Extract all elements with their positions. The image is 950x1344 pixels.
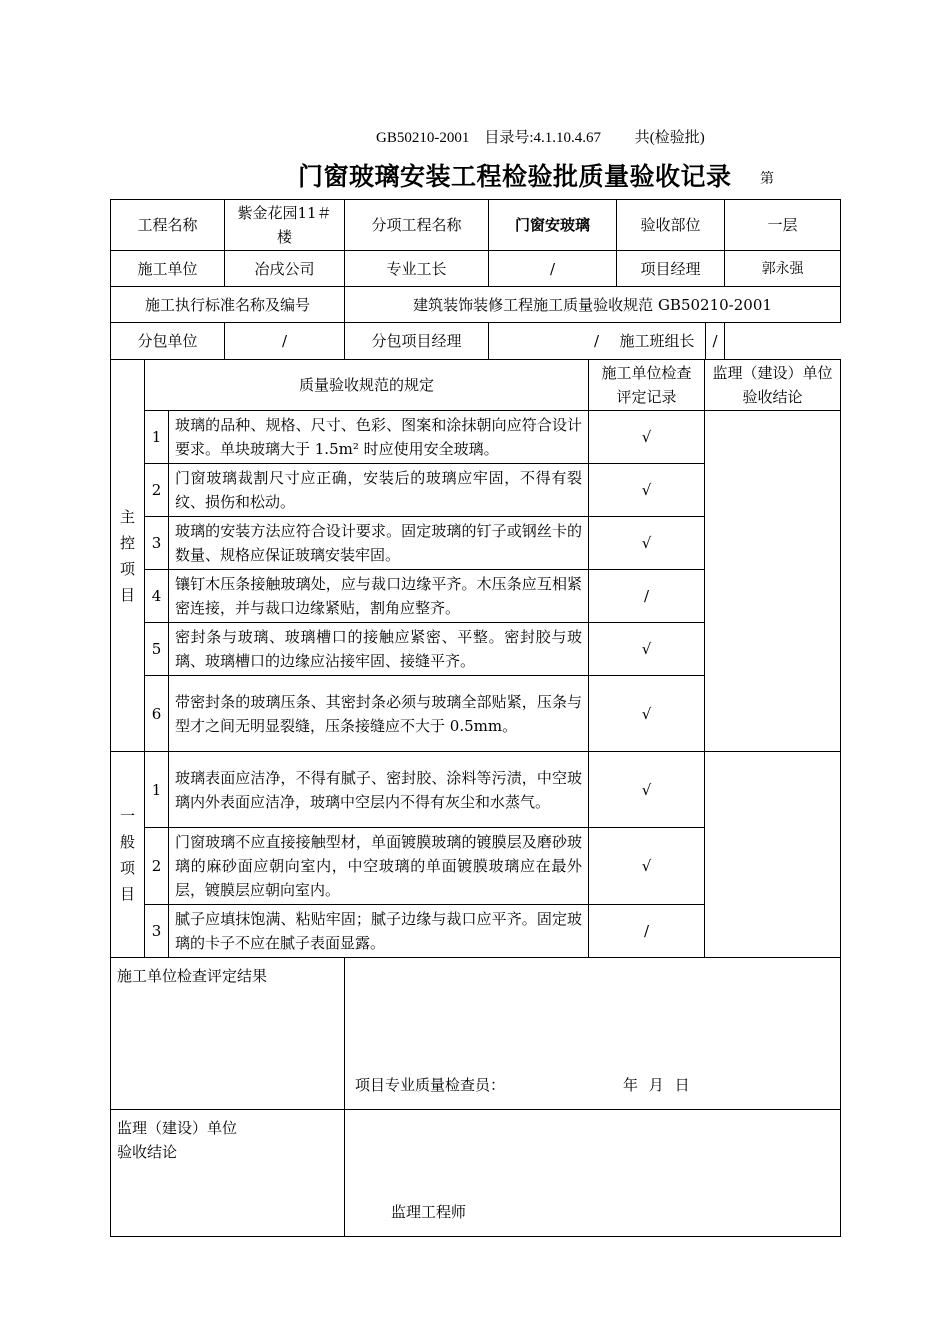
contractor-value: 冶戌公司	[225, 251, 345, 287]
supervision-result-area	[345, 1110, 841, 1237]
date-label: 年 月 日	[623, 1076, 690, 1094]
pm-value: 郭永强	[725, 251, 841, 287]
contractor-result-label: 施工单位检查评定结果	[111, 958, 345, 1110]
check-result: √	[589, 464, 705, 517]
check-result: √	[589, 676, 705, 752]
requirement-text: 玻璃的品种、规格、尺寸、色彩、图案和涂抹朝向应符合设计要求。单块玻璃大于 1.5m² 时应使用安全玻璃。	[169, 411, 589, 464]
sub-project-value: 门窗安玻璃	[489, 200, 617, 251]
item-number: 5	[145, 623, 169, 676]
main-control-supervision-conclusion	[705, 411, 841, 752]
requirement-text: 密封条与玻璃、玻璃槽口的接触应紧密、平整。密封胶与玻璃、玻璃槽口的边缘应沾接牢固、接缝平齐。	[169, 623, 589, 676]
team-leader-value: /	[712, 332, 718, 350]
foreman-label: 专业工长	[345, 251, 489, 287]
requirement-text: 镶钉木压条接触玻璃处，应与裁口边缘平齐。木压条应互相紧密连接，并与裁口边缘紧贴，割角应整齐。	[169, 570, 589, 623]
pm-label: 项目经理	[617, 251, 725, 287]
foreman-value: /	[489, 251, 617, 287]
item-number: 4	[145, 570, 169, 623]
item-number: 6	[145, 676, 169, 752]
standard-label: 施工执行标准名称及编号	[111, 287, 345, 323]
requirement-text: 腻子应填抹饱满、粘贴牢固；腻子边缘与裁口应平齐。固定玻璃的卡子不应在腻子表面显露。	[169, 905, 589, 958]
check-result: √	[589, 517, 705, 570]
check-result: √	[589, 623, 705, 676]
contractor-label: 施工单位	[111, 251, 225, 287]
general-items-label: 一 般 项 目	[111, 752, 145, 958]
check-result: /	[589, 905, 705, 958]
check-result: √	[589, 411, 705, 464]
supervision-column-header: 监理（建设）单位验收结论	[705, 360, 841, 411]
page-label: 第	[760, 171, 774, 187]
requirement-text: 带密封条的玻璃压条、其密封条必须与玻璃全部贴紧，压条与型才之间无明显裂缝，压条接缝应不大于 0.5mm。	[169, 676, 589, 752]
project-name-value: 紫金花园11＃楼	[225, 200, 345, 251]
sub-pm-label: 分包项目经理	[345, 323, 489, 360]
self-check-column-header: 施工单位检查评定记录	[589, 360, 705, 411]
item-number: 1	[145, 752, 169, 828]
main-control-label: 主 控 项 目	[111, 360, 145, 752]
contractor-result-area	[345, 958, 841, 1110]
header-code-line: GB50210-2001 目录号:4.1.10.4.67 共(检验批)	[376, 130, 705, 146]
check-result: √	[589, 828, 705, 905]
inspect-part-value: 一层	[725, 200, 841, 251]
team-leader-label: 施工班组长	[609, 323, 706, 359]
item-number: 3	[145, 905, 169, 958]
engineer-label: 监理工程师	[391, 1203, 467, 1221]
item-number: 2	[145, 828, 169, 905]
requirement-text: 玻璃的安装方法应符合设计要求。固定玻璃的钉子或钢丝卡的数量、规格应保证玻璃安装牢固。	[169, 517, 589, 570]
item-number: 1	[145, 411, 169, 464]
sub-pm-value: /	[489, 323, 705, 360]
page-title: 门窗玻璃安装工程检验批质量验收记录	[298, 162, 732, 191]
check-result: /	[589, 570, 705, 623]
sub-project-label: 分项工程名称	[345, 200, 489, 251]
subcontractor-value: /	[225, 323, 345, 360]
subcontractor-label: 分包单位	[111, 323, 225, 360]
inspect-part-label: 验收部位	[617, 200, 725, 251]
general-supervision-conclusion	[705, 752, 841, 958]
check-result: √	[589, 752, 705, 828]
item-number: 3	[145, 517, 169, 570]
standard-value: 建筑装饰装修工程施工质量验收规范 GB50210-2001	[345, 287, 841, 323]
item-number: 2	[145, 464, 169, 517]
inspector-label: 项目专业质量检查员：	[355, 1076, 506, 1094]
project-name-label: 工程名称	[111, 200, 225, 251]
requirement-text: 门窗玻璃裁割尺寸应正确，安装后的玻璃应牢固，不得有裂纹、损伤和松动。	[169, 464, 589, 517]
requirement-text: 玻璃表面应洁净，不得有腻子、密封胶、涂料等污渍，中空玻璃内外表面应洁净，玻璃中空层内不得有灰尘和水蒸气。	[169, 752, 589, 828]
requirement-text: 门窗玻璃不应直接接触型材，单面镀膜玻璃的镀膜层及磨砂玻璃的麻砂面应朝向室内，中空玻璃的单面镀膜玻璃应在最外层，镀膜层应朝向室内。	[169, 828, 589, 905]
inspection-record-table	[110, 199, 841, 1237]
supervision-result-label: 监理（建设）单位 验收结论	[111, 1110, 345, 1237]
spec-column-header: 质量验收规范的规定	[145, 360, 589, 411]
